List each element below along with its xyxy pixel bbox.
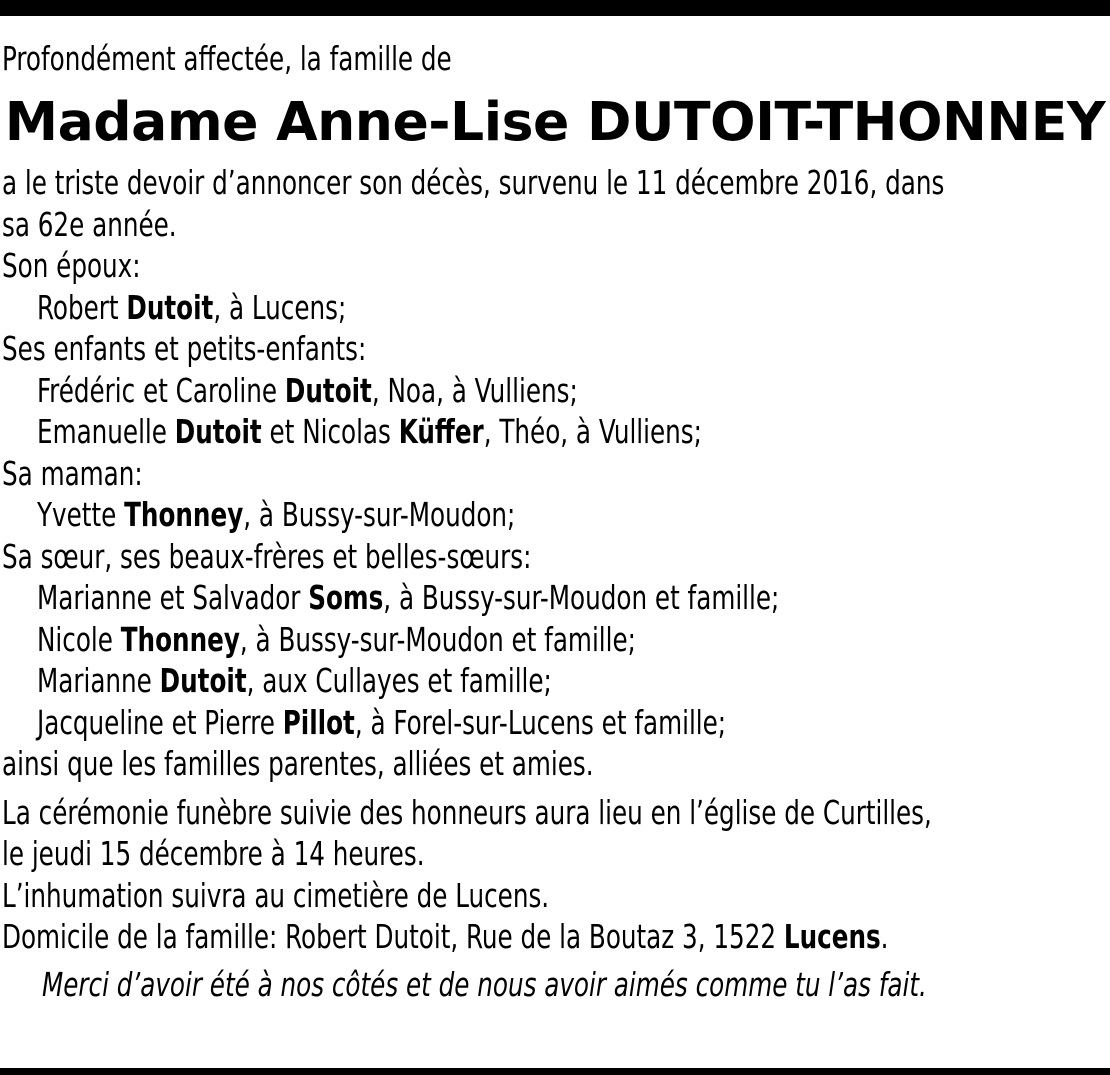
- sibling-4-post: , à Forel-sur-Lucens et famille;: [354, 702, 727, 742]
- top-rule: [0, 0, 1110, 16]
- closing-line: [2, 962, 1108, 1008]
- spouse-surname: Dutoit: [126, 287, 214, 327]
- ceremony-line-2: [2, 833, 1108, 875]
- sibling-1-post: , à Bussy-sur-Moudon et famille;: [383, 578, 780, 617]
- sibling-4-surname: Pillot: [282, 702, 355, 742]
- children-entry-1-surname: Dutoit: [284, 370, 372, 410]
- children-entry-2-surname-1: Dutoit: [174, 412, 262, 451]
- mother-heading-text: Sa maman:: [2, 453, 143, 493]
- relatives-text: ainsi que les familles parentes, alliées et amies.: [2, 744, 594, 783]
- address-post: .: [880, 917, 889, 956]
- announcement-text-1: a le triste devoir d’annoncer son décès, survenu le 11 décembre 2016, dans: [2, 163, 945, 202]
- ceremony-text-2: le jeudi 15 décembre à 14 heures.: [2, 834, 425, 873]
- spouse-post: , à Lucens;: [213, 287, 347, 327]
- sibling-entry: [2, 619, 1108, 661]
- children-entry-2-mid: et Nicolas: [261, 412, 399, 451]
- intro-line: [2, 36, 1108, 82]
- sibling-entry: [2, 660, 1108, 702]
- spouse-heading-text: Son époux:: [2, 246, 141, 285]
- sibling-3-pre: Marianne: [37, 661, 160, 700]
- mother-surname: Thonney: [124, 495, 244, 534]
- children-entry-1-pre: Frédéric et Caroline: [37, 370, 285, 410]
- children-entry-1: [2, 370, 1108, 412]
- mother-post: , à Bussy-sur-Moudon;: [243, 495, 516, 534]
- sibling-entry: [2, 702, 1108, 744]
- sibling-entry: [2, 577, 1108, 619]
- children-entry-2-pre: Emanuelle: [37, 412, 175, 451]
- children-entry-1-post: , Noa, à Vulliens;: [371, 370, 578, 410]
- children-heading-text: Ses enfants et petits-enfants:: [2, 329, 367, 368]
- sibling-1-surname: Soms: [308, 578, 384, 617]
- closing-text: Merci d’avoir été à nos côtés et de nous avoir aimés comme tu l’as fait.: [42, 964, 927, 1004]
- sibling-2-surname: Thonney: [120, 619, 240, 659]
- announcement-line-2: [2, 204, 1108, 246]
- ceremony-line-1: [2, 792, 1108, 834]
- burial-text: L’inhumation suivra au cimetière de Lucens.: [2, 875, 550, 915]
- mother-entry: [2, 494, 1108, 536]
- children-heading: [2, 328, 1108, 370]
- siblings-heading: [2, 536, 1108, 578]
- announcement-line-1: [2, 162, 1108, 204]
- mother-pre: Yvette: [37, 495, 125, 534]
- ceremony-text-1: La cérémonie funèbre suivie des honneurs aura lieu en l’église de Curtilles,: [2, 792, 932, 832]
- children-entry-2-surname-2: Küffer: [398, 412, 484, 451]
- address-city: Lucens: [783, 917, 881, 956]
- sibling-4-pre: Jacqueline et Pierre: [37, 702, 283, 742]
- mother-heading: [2, 453, 1108, 495]
- sibling-2-post: , à Bussy-sur-Moudon et famille;: [239, 619, 636, 659]
- sibling-1-pre: Marianne et Salvador: [37, 578, 309, 617]
- deceased-name: Madame Anne-Lise DUTOIT-THONNEY: [4, 90, 1106, 153]
- children-entry-2-post: , Théo, à Vulliens;: [483, 412, 702, 451]
- sibling-2-pre: Nicole: [37, 619, 121, 659]
- sibling-3-post: , aux Cullayes et famille;: [246, 661, 552, 700]
- burial-line: [2, 875, 1108, 917]
- intro-text: Profondément affectée, la famille de: [2, 39, 452, 78]
- relatives-line: [2, 743, 1108, 785]
- children-entry-2: [2, 411, 1108, 453]
- spouse-entry: [2, 287, 1108, 329]
- siblings-heading-text: Sa sœur, ses beaux-frères et belles-sœurs:: [2, 536, 532, 576]
- address-line: [2, 916, 1108, 958]
- spouse-heading: [2, 245, 1108, 287]
- spouse-pre: Robert: [37, 287, 127, 327]
- sibling-3-surname: Dutoit: [159, 661, 247, 700]
- address-pre: Domicile de la famille: Robert Dutoit, Rue de la Boutaz 3, 1522: [2, 917, 784, 956]
- bottom-rule: [0, 1068, 1110, 1075]
- obituary-notice: [2, 40, 1108, 1008]
- announcement-text-2: sa 62e année.: [2, 204, 177, 244]
